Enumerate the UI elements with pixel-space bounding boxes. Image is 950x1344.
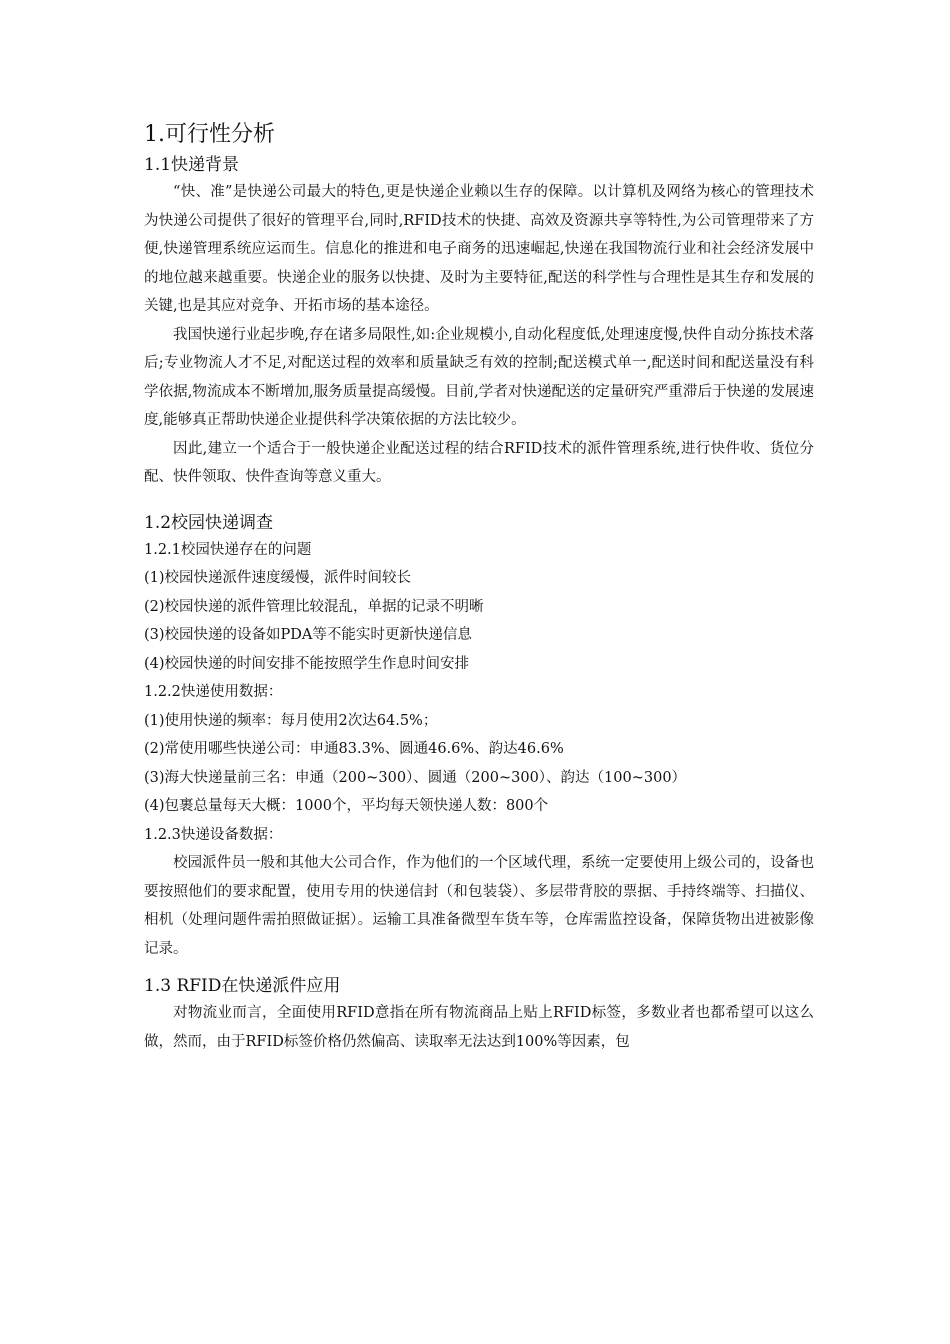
subsubsection-title: 1.2.2快递使用数据： — [144, 684, 283, 700]
paragraph: 校园派件员一般和其他大公司合作，作为他们的一个区域代理，系统一定要使用上级公司的，设备也要按照他们的要求配置，使用专用的快递信封（和包装袋）、多层带背胶的票据、手持终端等、扫描仪、相机（处理问题件需拍照做证据）。运输工具准备微型车货车等，仓库需监控设备，保障货物出进被影像记录。 — [144, 855, 814, 957]
list-item: (4)包裹总量每天大概：1000个，平均每天领快递人数：800个 — [144, 798, 549, 814]
list-item: (1)使用快递的频率：每月使用2次达64.5%； — [144, 712, 438, 729]
paragraph: 因此,建立一个适合于一般快递企业配送过程的结合RFID技术的派件管理系统,进行快件收、货位分配、快件领取、快件查询等意义重大。 — [144, 440, 814, 485]
subsection-title: 1.3 RFID在快递派件应用 — [144, 976, 341, 996]
list-item: (1)校园快递派件速度缓慢，派件时间较长 — [144, 570, 412, 586]
document-page — [144, 118, 814, 1056]
subsection-title: 1.2校园快递调查 — [144, 512, 274, 533]
list-item: (2)校园快递的派件管理比较混乱，单据的记录不明晰 — [144, 598, 484, 615]
paragraph: 对物流业而言，全面使用RFID意指在所有物流商品上贴上RFID标签，多数业者也都希望可以这么做，然而，由于RFID标签价格仍然偏高、读取率无法达到100%等因素，包 — [144, 1005, 814, 1050]
list-item: (2)常使用哪些快递公司：申通83.3%、圆通46.6%、韵达46.6% — [144, 741, 564, 757]
list-item: (3)校园快递的设备如PDA等不能实时更新快递信息 — [144, 627, 472, 643]
subsubsection-title: 1.2.1校园快递存在的问题 — [144, 541, 312, 558]
paragraph: 我国快递行业起步晚,存在诸多局限性,如:企业规模小,自动化程度低,处理速度慢,快件自动分拣技术落后;专业物流人才不足,对配送过程的效率和质量缺乏有效的控制;配送模式单一,配送时间和配送量没有科学依据,物流成本不断增加,服务质量提高缓慢。目前,学者对快递配送的定量研究严重滞后于快递的发展速度,能够真正帮助快递企业提供科学决策依据的方法比较少。 — [144, 326, 814, 428]
subsection-title: 1.1快递背景 — [144, 155, 240, 175]
section-title: 1.可行性分析 — [144, 122, 275, 147]
subsubsection-title: 1.2.3快递设备数据： — [144, 826, 283, 843]
list-item: (3)海大快递量前三名：申通（200~300）、圆通（200~300）、韵达（100~300） — [144, 769, 687, 786]
paragraph: “快、准”是快递公司最大的特色,更是快递企业赖以生存的保障。以计算机及网络为核心的管理技术为快递公司提供了很好的管理平台,同时,RFID技术的快捷、高效及资源共享等特性,为公司管理带来了方便,快递管理系统应运而生。信息化的推进和电子商务的迅速崛起,快递在我国物流行业和社会经济发展中的地位越来越重要。快递企业的服务以快捷、及时为主要特征,配送的科学性与合理性是其生存和发展的关键,也是其应对竞争、开拓市场的基本途径。 — [144, 184, 814, 314]
list-item: (4)校园快递的时间安排不能按照学生作息时间安排 — [144, 655, 470, 672]
